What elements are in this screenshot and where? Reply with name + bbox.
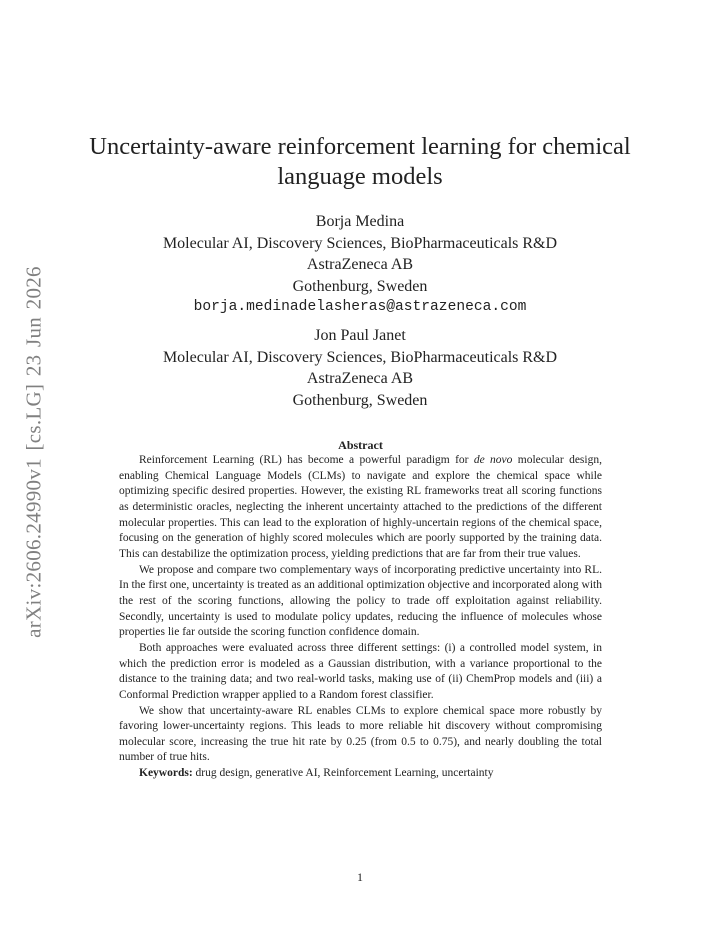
author-organization: AstraZeneca AB <box>306 370 414 387</box>
page-number: 1 <box>357 870 363 884</box>
author-name: Borja Medina <box>315 213 405 230</box>
abstract-paragraph-3: Both approaches were evaluated across three different settings: (i) a controlled model system, in which the prediction error is modeled as a Gaussian distribution, with a variance proportional to the distance to the training data; and two real-world tasks, making use of (ii) ChemProp models and (iii) a Conformal Prediction wrapper applied to a Random forest classifier. <box>119 641 602 701</box>
paper-title: Uncertainty-aware reinforcement learning for chemical language models <box>89 133 631 190</box>
abstract-paragraph-2: We propose and compare two complementary ways of incorporating predictive uncertainty into RL. In the first one, uncertainty is treated as an additional optimization objective and incorporated along with the rest of the scoring functions, allowing the policy to trade off exploitation against reliability. Secondly, uncertainty is used to modulate policy updates, reducing the influence of molecules whose properties lie far outside the scoring function confidence domain. <box>119 563 602 639</box>
author-block-2 <box>60 325 660 411</box>
abstract-body <box>119 453 602 782</box>
author-block-1 <box>60 211 660 319</box>
abstract-text: molecular design, enabling Chemical Language Models (CLMs) to navigate and explore the chemical space while optimizing specific desired properties. However, the existing RL frameworks treat all scoring functions as deterministic oracles, neglecting the inherent uncertainty attached to the predictions of the different molecular properties. This can lead to the exploration of highly-uncertain regions of the chemical space, focusing on the generation of highly scored molecules which are poorly supported by the training data. This can destabilize the optimization process, yielding predictions that are far from their true values. <box>119 454 602 560</box>
author-location: Gothenburg, Sweden <box>292 391 428 409</box>
author-name: Jon Paul Janet <box>314 327 406 344</box>
abstract-heading: Abstract <box>338 438 383 452</box>
keywords-label: Keywords: <box>139 767 193 780</box>
abstract-paragraph-1 <box>119 453 602 563</box>
author-affiliation: Molecular AI, Discovery Sciences, BioPharmaceuticals R&D <box>162 234 558 252</box>
author-location: Gothenburg, Sweden <box>292 277 428 295</box>
keywords-text: drug design, generative AI, Reinforcement Learning, uncertainty <box>195 767 494 780</box>
abstract-emphasis: de novo <box>473 454 513 466</box>
author-organization: AstraZeneca AB <box>306 256 414 273</box>
abstract-text: Reinforcement Learning (RL) has become a powerful paradigm for <box>139 454 474 466</box>
keywords-line <box>119 766 602 782</box>
abstract-paragraph-4: We show that uncertainty-aware RL enables CLMs to explore chemical space more robustly by favoring lower-uncertainty regions. This leads to more reliable hit discovery without compromising molecular score, increasing the true hit rate by 0.25 (from 0.5 to 0.75), and nearly doubling the total number of true hits. <box>119 704 602 764</box>
author-affiliation: Molecular AI, Discovery Sciences, BioPharmaceuticals R&D <box>162 348 558 366</box>
author-email[interactable]: borja.medinadelasheras@astrazeneca.com <box>193 299 527 315</box>
arxiv-identifier-stamp: arXiv:2606.24990v1 [cs.LG] 23 Jun 2026 <box>21 266 46 638</box>
